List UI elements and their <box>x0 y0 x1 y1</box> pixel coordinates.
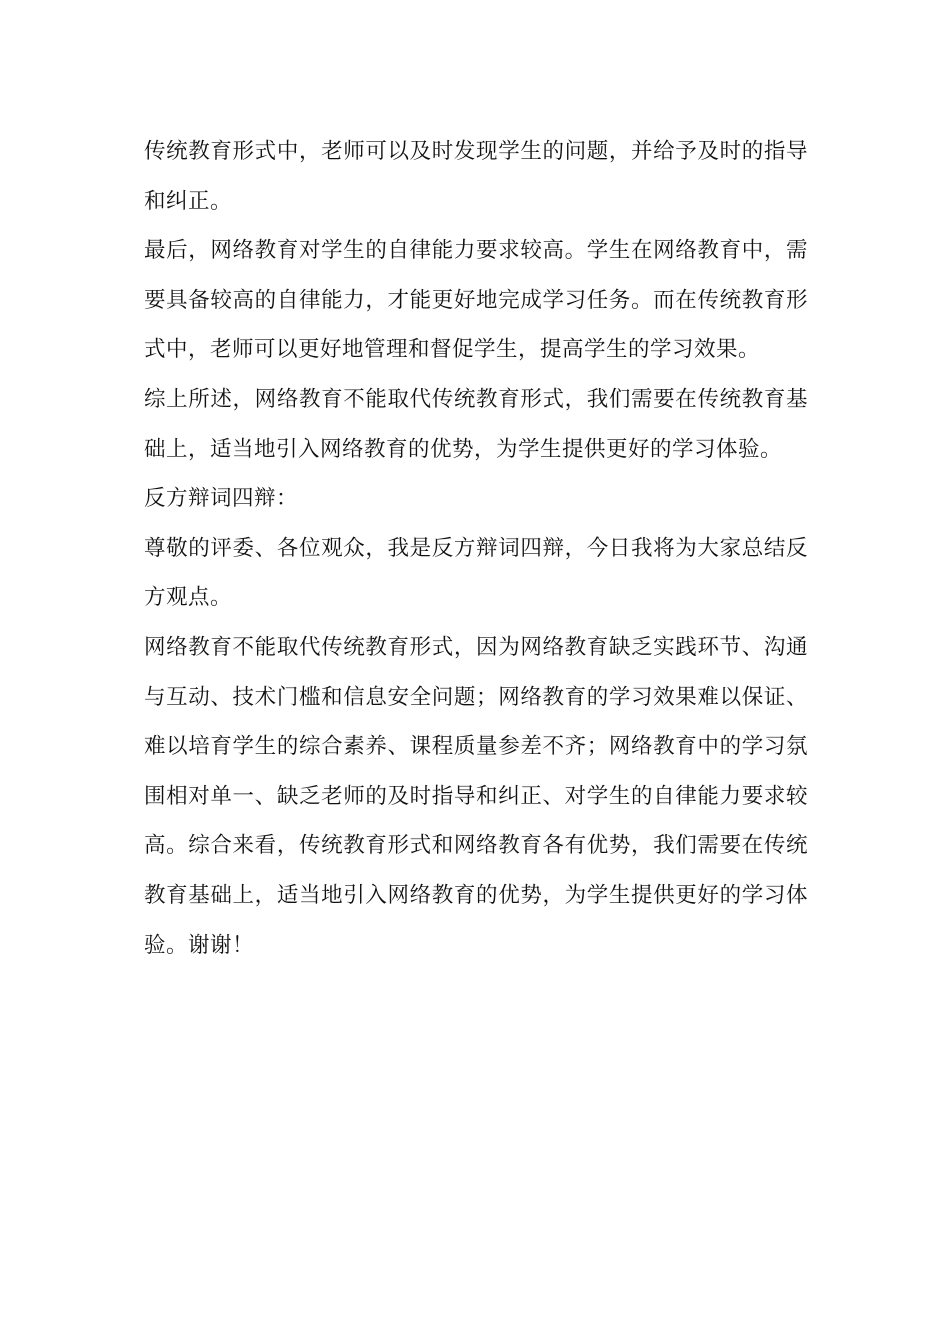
section-heading-fourth-debater: 反方辩词四辩： <box>144 486 299 512</box>
paragraph-self-discipline: 最后，网络教育对学生的自律能力要求较高。学生在网络教育中，需要具备较高的自律能力，才能更好地完成学习任务。而在传统教育形式中，老师可以更好地管理和督促学生，提高学生的学习效果。 <box>144 238 808 363</box>
paragraph-traditional-guidance: 传统教育形式中，老师可以及时发现学生的问题，并给予及时的指导和纠正。 <box>144 139 808 214</box>
document-body <box>144 127 808 970</box>
paragraph-conclusion: 综上所述，网络教育不能取代传统教育形式，我们需要在传统教育基础上，适当地引入网络教育的优势，为学生提供更好的学习体验。 <box>144 386 808 462</box>
paragraph-summary: 网络教育不能取代传统教育形式，因为网络教育缺乏实践环节、沟通与互动、技术门槛和信息安全问题；网络教育的学习效果难以保证、难以培育学生的综合素养、课程质量参差不齐；网络教育中的学习氛围相对单一、缺乏老师的及时指导和纠正、对学生的自律能力要求较高。综合来看，传统教育形式和网络教育各有优势，我们需要在传统教育基础上，适当地引入网络教育的优势，为学生提供更好的学习体验。谢谢！ <box>144 634 808 958</box>
paragraph-greeting: 尊敬的评委、各位观众，我是反方辩词四辩，今日我将为大家总结反方观点。 <box>144 535 808 611</box>
